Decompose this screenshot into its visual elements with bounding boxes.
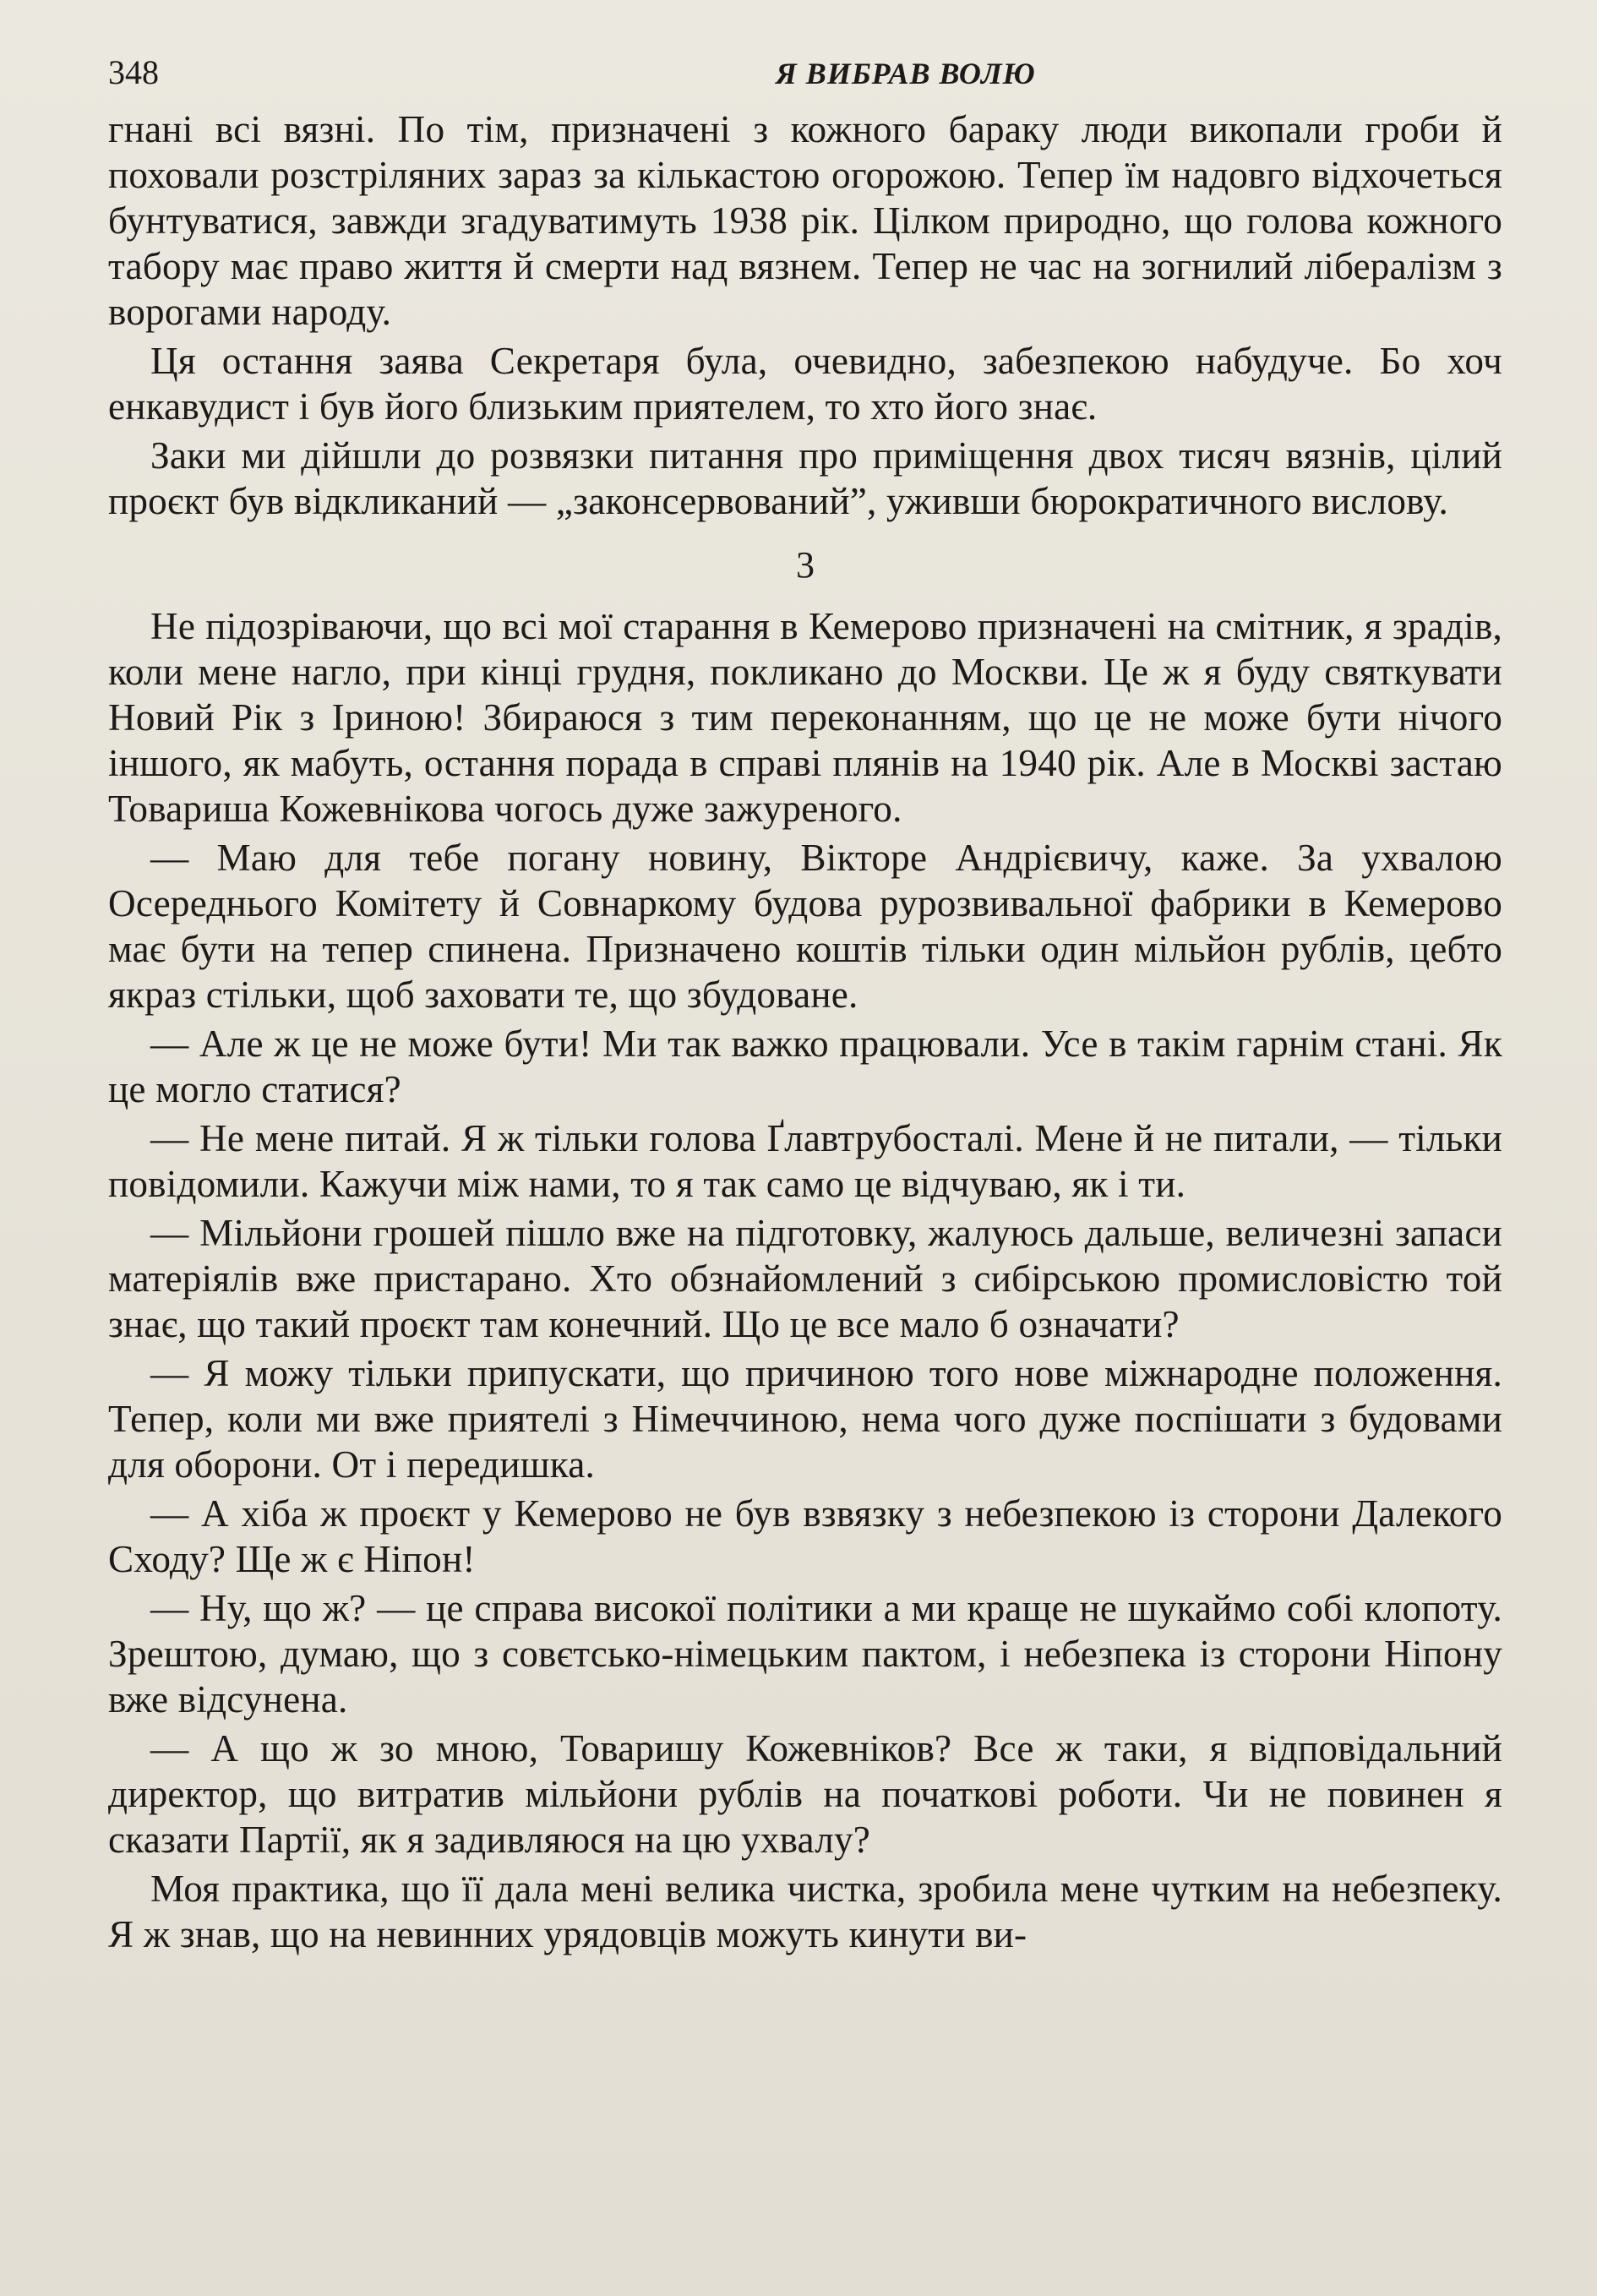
paragraph: гнані всі вязні. По тім, призначені з кожного бараку люди викопали гроби й поховали розстріляних зараз за кількастою огорожою. Тепер їм надовго відхочеться бунтуватися, завжди згадуватимуть 1938 рік. Цілком природно, що голова кожного табору має право життя й смерти над вязнем. Тепер не час на зогнилий лібералізм з ворогами народу. bbox=[108, 108, 1502, 333]
paragraph: — А хіба ж проєкт у Кемерово не був взвязку з небезпекою із сторони Далекого Сходу? Ще ж є Ніпон! bbox=[108, 1492, 1502, 1580]
paragraph: — Я можу тільки припускати, що причиною того нове міжнародне положення. Тепер, коли ми вже приятелі з Німеччиною, нема чого дуже поспішати з будовами для оборони. От і передишка. bbox=[108, 1352, 1502, 1486]
paragraph: — Мільйони грошей пішло вже на підготовку, жалуюсь дальше, величезні запаси матеріялів вже пристарано. Хто обзнайомлений з сибірською промисловістю той знає, що такий проєкт там конечний. Що це все мало б означати? bbox=[108, 1212, 1502, 1345]
paragraph: — Не мене питай. Я ж тільки голова Ґлавтрубосталі. Мене й не питали, — тільки повідомили. Кажучи між нами, то я так само це відчуваю, як і ти. bbox=[108, 1117, 1502, 1205]
paragraph: Моя практика, що її дала мені велика чистка, зробила мене чутким на небезпеку. Я ж знав, що на невинних урядовців можуть кинути ви- bbox=[108, 1868, 1502, 1955]
paragraph: Заки ми дійшли до розвязки питання про приміщення двох тисяч вязнів, цілий проєкт був відкликаний — „законсервований”, уживши бюрократичного вислову. bbox=[108, 434, 1502, 522]
paragraph: — Але ж це не може бути! Ми так важко працювали. Усе в такім гарнім стані. Як це могло статися? bbox=[108, 1023, 1502, 1110]
paragraph: Ця остання заява Секретаря була, очевидно, забезпекою набудуче. Бо хоч енкавудист і був його близьким приятелем, то хто його знає. bbox=[108, 340, 1502, 428]
paragraph: Не підозріваючи, що всі мої старання в Кемерово призначені на смітник, я зрадів, коли мене нагло, при кінці грудня, покликано до Москви. Це ж я буду святкувати Новий Рік з Іриною! Збираюся з тим переконанням, що це не може бути нічого іншого, як мабуть, остання порада в справі плянів на 1940 рік. Але в Москві застаю Товариша Кожевнікова чогось дуже зажуреного. bbox=[108, 605, 1502, 830]
paragraph: — А що ж зо мною, Товаришу Кожевніков? Все ж таки, я відповідальний директор, що витратив мільйони рублів на початкові роботи. Чи не повинен я сказати Партії, як я задивляюся на цю ухвалу? bbox=[108, 1727, 1502, 1861]
paragraph: — Маю для тебе погану новину, Вікторе Андрієвичу, каже. За ухвалою Осереднього Комітету й Совнаркому будова рурозвивальної фабрики в Кемерово має бути на тепер спинена. Призначено коштів тільки один мільйон рублів, цебто якраз стільки, щоб заховати те, що збудоване. bbox=[108, 837, 1502, 1016]
running-title: Я ВИБРАВ ВОЛЮ bbox=[776, 57, 1036, 90]
paragraph: — Ну, що ж? — це справа високої політики а ми краще не шукаймо собі клопоту. Зрештою, думаю, що з совєтсько-німецьким пактом, і небезпека із сторони Ніпону вже відсунена. bbox=[108, 1587, 1502, 1721]
section-number: 3 bbox=[796, 544, 815, 586]
body-text bbox=[108, 106, 1502, 1957]
running-head bbox=[108, 52, 1502, 98]
page-number: 348 bbox=[108, 53, 159, 91]
